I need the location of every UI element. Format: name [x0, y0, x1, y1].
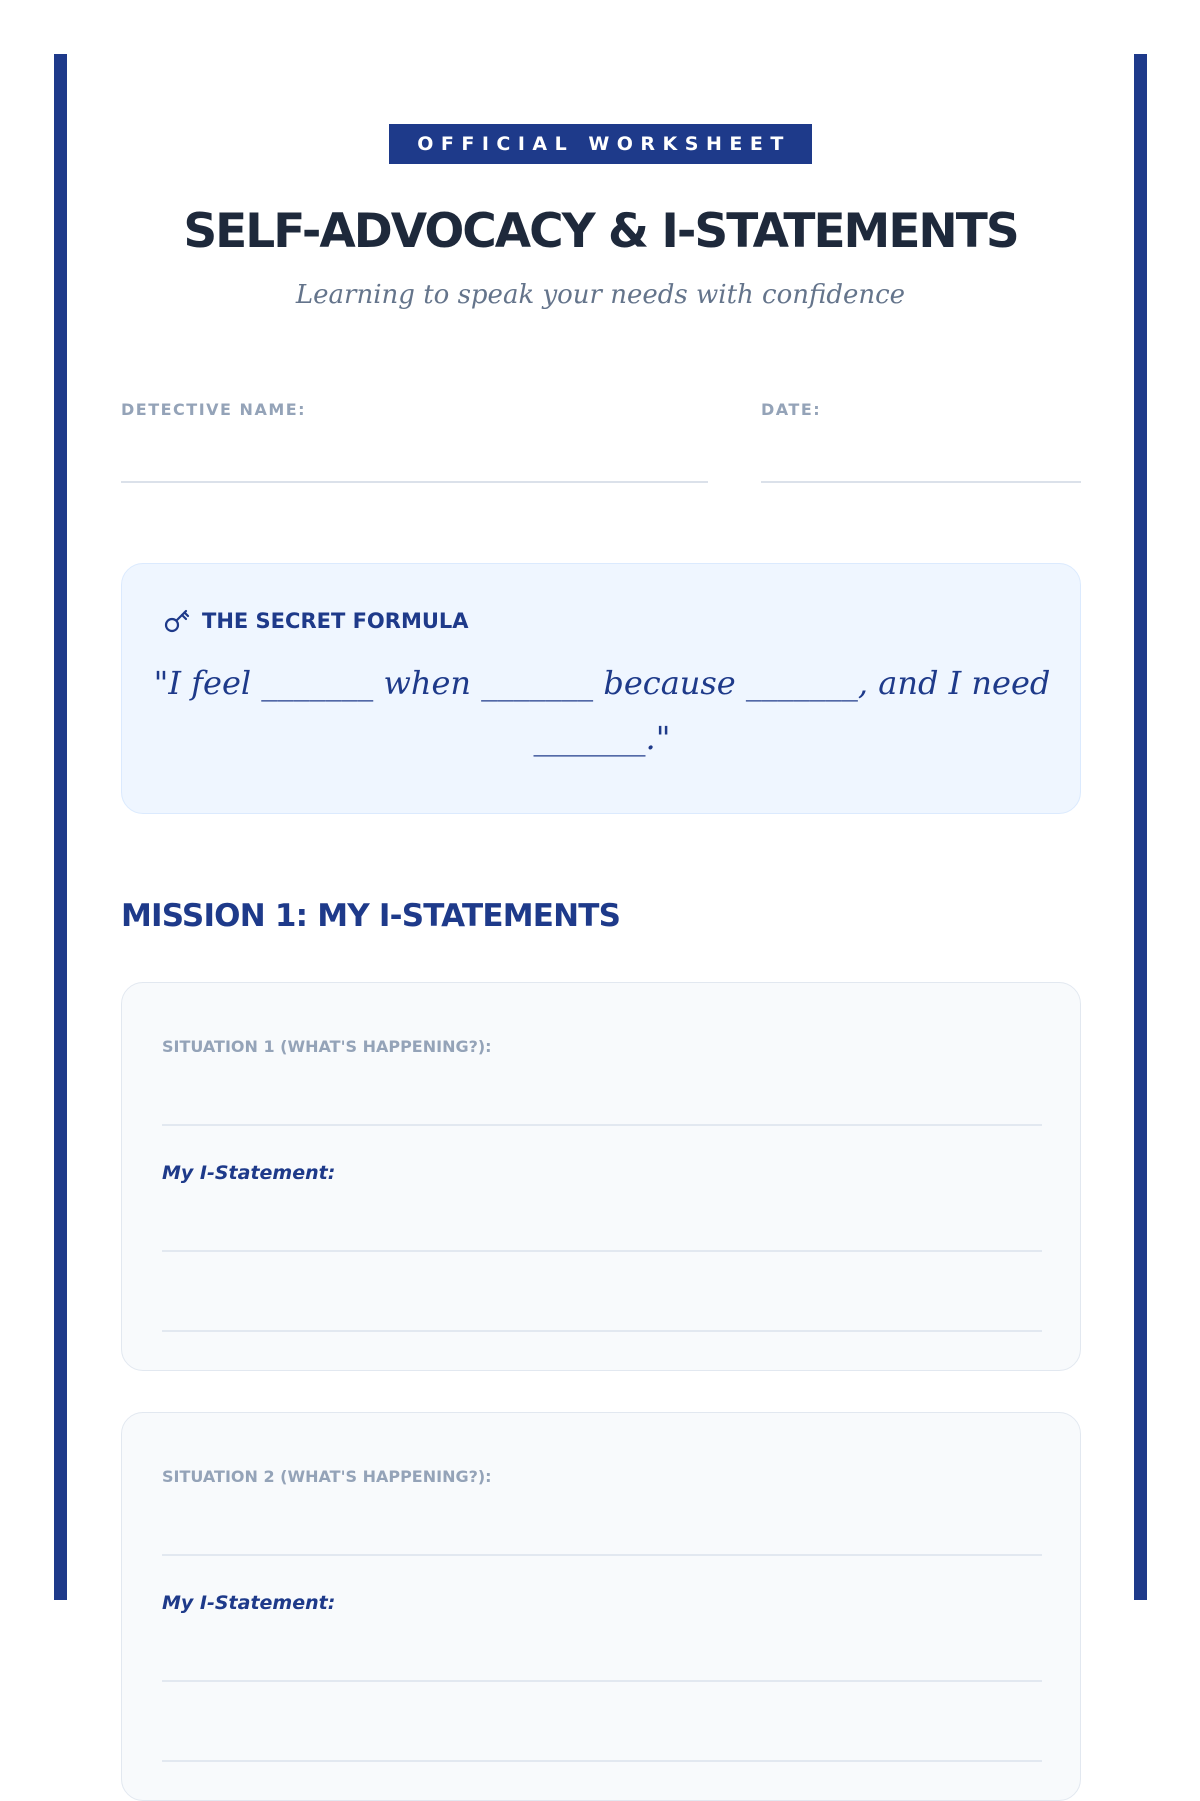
date-line[interactable] [761, 481, 1081, 483]
detective-name-line[interactable] [121, 481, 708, 483]
situation-card [121, 1412, 1081, 1801]
formula-blank: _______ [261, 664, 374, 702]
date-label: DATE: [761, 400, 822, 419]
situation-label: SITUATION 2 (WHAT'S HAPPENING?): [162, 1467, 492, 1486]
i-statement-label: My I-Statement: [162, 1592, 336, 1614]
formula-part: when [373, 664, 482, 702]
key-icon [162, 606, 192, 636]
formula-blank: _______ [533, 719, 646, 757]
situation-label: SITUATION 1 (WHAT'S HAPPENING?): [162, 1037, 492, 1056]
formula-blank: _______ [745, 664, 858, 702]
formula-part: , and I need [857, 664, 1051, 702]
detective-name-label: DETECTIVE NAME: [121, 400, 307, 419]
formula-heading [162, 606, 469, 636]
page-border-right [1134, 54, 1147, 1600]
worksheet [67, 54, 1134, 1614]
mission-title: MISSION 1: MY I-STATEMENTS [121, 898, 621, 934]
formula-part: "I feel [153, 664, 262, 702]
i-statement-answer-line[interactable] [162, 1680, 1042, 1682]
i-statement-answer-line[interactable] [162, 1330, 1042, 1332]
page-subtitle: Learning to speak your needs with confidence [295, 280, 906, 310]
formula-sentence [152, 656, 1052, 766]
page-title: SELF-ADVOCACY & I-STATEMENTS [183, 204, 1018, 259]
i-statement-answer-line[interactable] [162, 1250, 1042, 1252]
secret-formula-box [121, 563, 1081, 814]
formula-part: because [593, 664, 746, 702]
badge-wrap [67, 124, 1134, 164]
i-statement-label: My I-Statement: [162, 1162, 336, 1184]
page-border-left [54, 54, 67, 1600]
formula-part: ." [645, 719, 671, 757]
formula-blank: _______ [481, 664, 594, 702]
official-worksheet-badge: OFFICIAL WORKSHEET [389, 124, 812, 164]
situation-answer-line[interactable] [162, 1554, 1042, 1556]
i-statement-answer-line[interactable] [162, 1760, 1042, 1762]
formula-heading-text: THE SECRET FORMULA [202, 609, 469, 633]
situation-card [121, 982, 1081, 1371]
situation-answer-line[interactable] [162, 1124, 1042, 1126]
